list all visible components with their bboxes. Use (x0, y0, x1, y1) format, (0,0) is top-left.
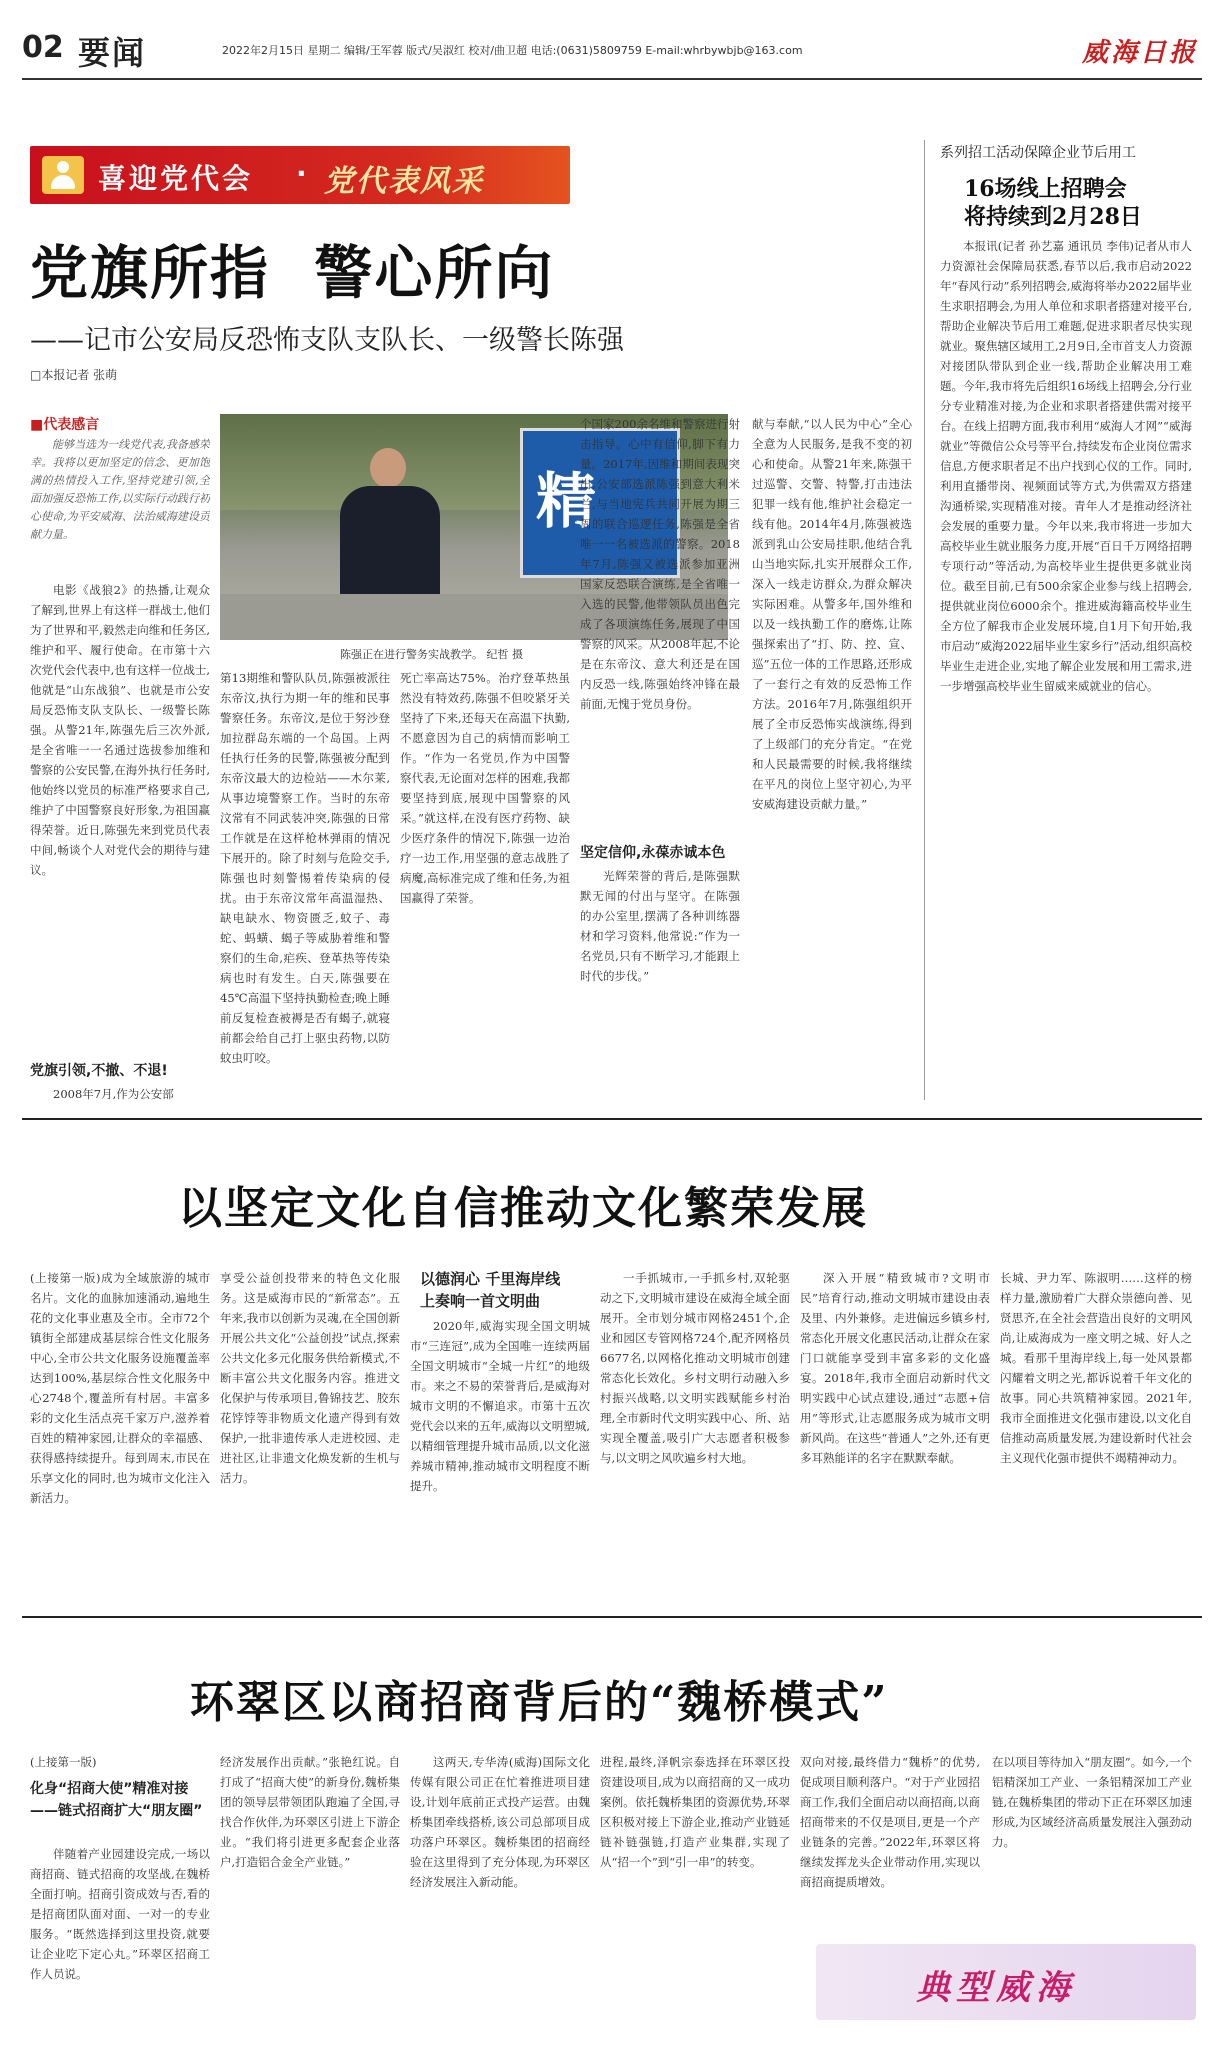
page-number: 02 (22, 30, 64, 65)
story1-column-5: 献与奉献,“以人民为中心”全心全意为人民服务,是我不变的初心和使命。从警21年来,陈强干过巡警、交警、特警,打击违法犯罪一线有他,维护社会稳定一线有他。2014年4月,陈强被选派到乳山公安局挂职,他结合乳山当地实际,扎实开展群众工作,深入一线走访群众,为群众解决实际困难。从警多年,国外维和以及一线执勤工作的磨炼,让陈强探索出了“打、防、控、宣、巡”五位一体的工作思路,还形成了一套行之有效的反恐怖工作方法。2016年7月,陈强组织开展了全市反恐怖实战演练,得到了上级部门的充分肯定。“在党和人民最需要的时候,我将继续在平凡的岗位上坚守初心,为平安威海建设贡献力量。” (752, 417, 912, 811)
story3-column-6: 长城、尹力军、陈淑明……这样的榜样力量,激励着广大群众崇德向善、见贤思齐,在全社会营造出良好的文明风尚,让威海成为一座文明之城、好人之城。看那千里海岸线上,每一处风景都闪耀着文明之光,都诉说着千年文化的故事。同心共筑精神家园。2021年,我市全面推进文化强市建设,以文化自信推动高质量发展,为建设新时代社会主义现代化强市提供不竭精神动力。 (1000, 1271, 1192, 1465)
story2-title-line1: 16场线上招聘会 (964, 176, 1127, 202)
banner-dot: · (296, 157, 307, 190)
story3-column-2: 享受公益创投带来的特色文化服务。这是威海市民的“新常态”。五年来,我市以创新为灵魂,在全国创新开展公共文化“公益创投”试点,探索公共文化多元化服务供给新模式,不断丰富公共文化服务内容。推进文化保护与传承项目,鲁锦技艺、胶东花饽饽等非物质文化遗产得到有效保护,一批非遗传承人走进校园、走进社区,让非遗文化焕发新的生机与活力。 (220, 1271, 400, 1485)
person-icon (42, 156, 84, 194)
banner-right-text: 党代表风采 (324, 164, 484, 199)
column-divider (924, 140, 925, 1100)
sidebar-heading: ■代表感言 (30, 417, 100, 433)
story1-subtitle: ——记市公安局反恐怖支队支队长、一级警长陈强 (30, 325, 624, 356)
section-name: 要闻 (78, 34, 147, 72)
photo-caption: 陈强正在进行警务实战教学。 纪哲 摄 (340, 648, 523, 661)
story1-byline: □本报记者 张萌 (30, 368, 118, 382)
story1-column-4-tail: 光辉荣誉的背后,是陈强默默无闻的付出与坚守。在陈强的办公室里,摆满了各种训练器材和学习资料,他常说:“作为一名党员,只有不断学习,才能跟上时代的步伐。” (580, 869, 740, 983)
story2-title-line2: 将持续到2月28日 (964, 204, 1142, 230)
story2-kicker: 系列招工活动保障企业节后用工 (940, 145, 1136, 161)
typical-weihai-logo (816, 1944, 1196, 2020)
party-congress-banner (30, 146, 570, 204)
story4-column-1-top: (上接第一版) (30, 1755, 97, 1769)
story4-title: 环翠区以商招商背后的“魏桥模式” (190, 1677, 889, 1728)
story1-column-3: 死亡率高达75%。治疗登革热虽然没有特效药,陈强不但咬紧牙关坚持了下来,还每天在高温下执勤,不愿意因为自己的病情而影响工作。“作为一名党员,作为中国警察代表,无论面对怎样的困难,我都要坚持到底,展现中国警察的风采。”就这样,在没有医疗药物、缺少医疗条件的情况下,陈强一边治疗一边工作,用坚强的意志战胜了病魔,高标准完成了维和任务,为祖国赢得了荣誉。 (400, 671, 570, 905)
story1-column-1: 电影《战狼2》的热播,让观众了解到,世界上有这样一群战士,他们为了世界和平,毅然走向维和任务区,维护和平、履行使命。在市第十六次党代会代表中,也有这样一位战士,他就是“山东战狼”、也就是市公安局反恐怖支队支队长、一级警长陈强。从警21年,陈强先后三次外派,是全省唯一一名通过选拔参加维和警察的公安民警,在海外执行任务时,他始终以党员的标准严格要求自己,维护了中国警察良好形象,为祖国赢得荣誉。近日,陈强先来到党员代表中间,畅谈个人对党代会的期待与建议。 (30, 583, 210, 877)
story4-subhead-1: 化身“招商大使”精准对接 (30, 1781, 189, 1797)
story1-subhead-1: 党旗引领,不撤、不退! (30, 1063, 168, 1079)
header-rule (22, 78, 1202, 80)
story3-column-5: 深入开展“精致城市?文明市民”培育行动,推动文明城市建设由表及里、内外兼修。走进偏远乡镇乡村,常态化开展文化惠民活动,让群众在家门口就能享受到丰富多彩的文化盛宴。2018年,我市全面启动新时代文明实践中心试点建设,通过“志愿+信用”等形式,让志愿服务成为城市文明新风尚。在这些“普通人”之外,还有更多耳熟能详的名字在默默奉献。 (800, 1271, 990, 1465)
story3-column-1: (上接第一版)成为全域旅游的城市名片。文化的血脉加速涌动,遍地生花的文化事业惠及全市。全市72个镇街全部建成基层综合性文化服务中心,全市公共文化服务设施覆盖率达到100%,基层综合性文化服务中心2748个,覆盖所有村居。丰富多彩的文化生活点亮千家万户,滋养着百姓的精神家园,让群众的幸福感、获得感持续提升。每到周末,市民在乐享文化的同时,也为城市文化注入新活力。 (30, 1271, 210, 1505)
story4-column-3: 这两天,专华涛(威海)国际文化传媒有限公司正在忙着推进项目建设,计划年底前正式投产运营。由魏桥集团牵线搭桥,该公司总部项目成功落户环翠区。魏桥集团的招商经验在这里得到了充分体现,为环翠区经济发展注入新动能。 (410, 1755, 590, 1889)
story1-column-1-tail: 2008年7月,作为公安部 (53, 1087, 174, 1101)
section-rule-2 (22, 1616, 1202, 1618)
story4-column-4: 进程,最终,泽帆宗泰选择在环翠区投资建设项目,成为以商招商的又一成功案例。依托魏桥集团的资源优势,环翠区积极对接上下游企业,推动产业链延链补链强链,打造产业集群,实现了从“招一个”到“引一串”的转变。 (600, 1755, 790, 1869)
story1-photo: 精 (220, 414, 728, 640)
story2-body: 本报讯(记者 孙艺嘉 通讯员 李伟)记者从市人力资源社会保障局获悉,春节以后,我市启动2022年“春风行动”系列招聘会,威海将举办2022届毕业生求职招聘会,为用人单位和求职者搭建对接平台,帮助企业解决节后用工难题,促进求职者尽快实现就业。聚焦辖区域用工,2月9日,全市首支人力资源对接团队带队到企业一线,帮助企业解决用工难题。今年,我市将先后组织16场线上招聘会,分行业分专业精准对接,为企业和求职者搭建供需对接平台。在线上招聘方面,我市利用“威海人才网”“威海就业”等微信公众号等平台,持续发布企业岗位需求信息,方便求职者足不出户找到心仪的工作。同时,利用直播带岗、视频面试等方式,为供需双方搭建沟通桥梁,实现精准对接。青年人才是推动经济社会发展的重要力量。今年以来,我市将进一步加大高校毕业生就业服务力度,开展“百日千万网络招聘专项行动”等活动,为高校毕业生提供更多就业岗位。截至目前,已有500余家企业参与线上招聘会,提供就业岗位6000余个。推进威海籍高校毕业生全方位了解我市企业发展环境,自1月下旬开始,我市启动“威海2022届毕业生家乡行”活动,组织高校毕业生走进企业,实地了解企业发展和用工需求,进一步增强高校毕业生留威来威就业的信心。 (940, 239, 1192, 693)
story4-subhead-2: ——链式招商扩大“朋友圈” (30, 1803, 203, 1819)
story4-column-6: 在以项目等待加入“朋友圈”。如今,一个铝精深加工产业、一条铝精深加工产业链,在魏桥集团的带动下正在环翠区加速形成,为区域经济高质量发展注入强劲动力。 (992, 1755, 1192, 1849)
page-header (22, 28, 1202, 72)
story3-column-3: 2020年,威海实现全国文明城市“三连冠”,成为全国唯一连续两届全国文明城市“全城一片红”的地级市。来之不易的荣誉背后,是威海对城市文明的不懈追求。市第十五次党代会以来的五年,威海以文明塑城,以精细管理提升城市品质,以文化滋养城市精神,推动城市文明程度不断提升。 (410, 1319, 590, 1493)
story1-column-2: 第13期维和警队队员,陈强被派往东帝汶,执行为期一年的维和民事警察任务。东帝汶,是位于努沙登加拉群岛东端的一个岛国。上两任执行任务的民警,陈强被分配到东帝汶最大的边检站——木尔莱,从事边境警察工作。当时的东帝汶常有不同武装冲突,陈强的日常工作就是在这样枪林弹雨的情况下展开的。除了时刻与危险交手,陈强也时刻警惕着传染病的侵扰。由于东帝汶常年高温湿热、缺电缺水、物资匮乏,蚊子、毒蛇、蚂蟥、蝎子等威胁着维和警察们的生命,疟疾、登革热等传染病也时有发生。白天,陈强要在45℃高温下坚持执勤检查;晚上睡前反复检查被褥是否有蝎子,就寝前都会给自己打上驱虫药物,以防蚊虫叮咬。 (220, 671, 390, 1065)
story3-subhead-1: 以德润心 千里海岸线 (420, 1270, 561, 1288)
section-rule-1 (22, 1118, 1202, 1120)
story4-column-5: 双向对接,最终借力“魏桥”的优势,促成项目顺利落户。“对于产业园招商工作,我们全面启动以商招商,以商招商带来的不仅是项目,更是一个产业链条的完善。”2022年,环翠区将继续发挥龙头企业带动作用,实现以商招商提质增效。 (800, 1755, 980, 1889)
story1-subhead-2: 坚定信仰,永葆赤诚本色 (580, 845, 726, 861)
story4-column-2: 经济发展作出贡献。”张艳红说。自打成了“招商大使”的新身份,魏桥集团的领导层带领团队跑遍了全国,寻找合作伙伴,为环翠区引进上下游企业。“我们将引进更多配套企业落户,打造铝合金全产业链。” (220, 1755, 400, 1869)
story1-title: 党旗所指 警心所向 (30, 239, 555, 307)
story1-column-4: 个国家200余名维和警察进行射击指导。心中有信仰,脚下有力量。2017年,因维和期间表现突出,公安部选派陈强到意大利米兰,与当地宪兵共同开展为期三周的联合巡逻任务,陈强是全省唯一一名被选派的警察。2018年7月,陈强又被选派参加亚洲国家反恐联合演练,是全省唯一入选的民警,他带领队员出色完成了各项演练任务,展现了中国警察的风采。从2008年起,不论是在东帝汶、意大利还是在国内反恐一线,陈强始终冲锋在最前面,无愧于党员身份。 (580, 417, 740, 711)
story4-column-1: 伴随着产业园建设完成,一场以商招商、链式招商的攻坚战,在魏桥全面打响。招商引资成效与否,看的是招商团队面对面、一对一的专业服务。“既然选择到这里投资,就要让企业吃下定心丸。”环翠区招商工作人员说。 (30, 1847, 210, 1981)
newspaper-logo: 威海日报 (1082, 38, 1199, 68)
story3-title: 以坚定文化自信推动文化繁荣发展 (178, 1183, 868, 1234)
banner-left-text: 喜迎党代会 (98, 162, 254, 195)
story3-subhead-2: 上奏响一首文明曲 (420, 1292, 541, 1310)
typical-weihai-logo-text: 典型威海 (916, 1968, 1076, 2008)
story3-column-4: 一手抓城市,一手抓乡村,双轮驱动之下,文明城市建设在威海全域全面展开。全市划分城市网格2451个,企业和园区专管网格724个,配齐网格员6677名,以网格化推动文明城市创建常态化长效化。乡村文明行动融入乡村振兴战略,以文明实践赋能乡村治理,全市新时代文明实践中心、所、站实现全覆盖,吸引广大志愿者积极参与,以文明之风吹遍乡村大地。 (600, 1271, 790, 1465)
sidebar-quote: 能够当选为一线党代表,我备感荣幸。我将以更加坚定的信念、更加饱满的热情投入工作,坚持党建引领,全面加强反恐怖工作,以实际行动践行初心使命,为平安威海、法治威海建设贡献力量。 (30, 438, 210, 541)
header-info: 2022年2月15日 星期二 编辑/王军蓉 版式/吴淑红 校对/曲卫超 电话:(0631)5809759 E-mail:whrbywbjb@163.com (222, 44, 803, 57)
